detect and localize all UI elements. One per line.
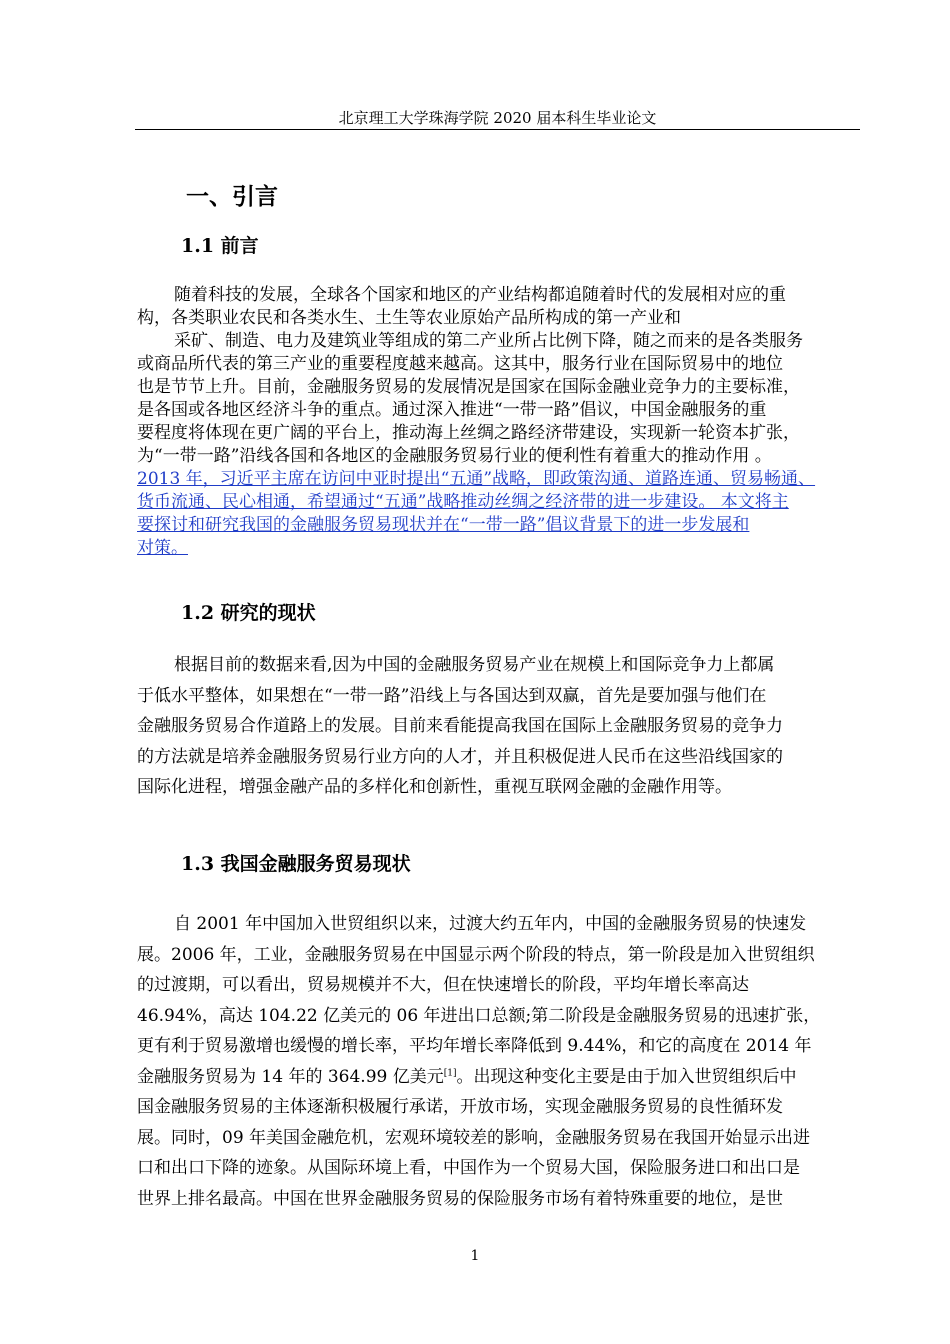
paragraph-line: 采矿、制造、电力及建筑业等组成的第二产业所占比例下降，随之而来的是各类服务 xyxy=(174,331,803,351)
paragraph-line: 国际化进程，增强金融产品的多样化和创新性，重视互联网金融的金融作用等。 xyxy=(137,777,732,797)
paragraph-text-fragment: 金融服务贸易为 14 年的 364.99 亿美元 xyxy=(137,1066,444,1087)
section-heading-1-1: 1.1 前言 xyxy=(181,235,259,257)
paragraph-line: 的过渡期，可以看出，贸易规模并不大，但在快速增长的阶段，平均年增长率高达 xyxy=(137,975,749,995)
paragraph-line: 构，各类职业农民和各类水生、土生等农业原始产品所构成的第一产业和 xyxy=(137,308,681,328)
hyperlinked-text-line[interactable]: 2013 年，习近平主席在访问中亚时提出“五通”战略，即政策沟通、道路连通、贸易畅通、 xyxy=(137,469,816,489)
paragraph-line: 展。2006 年，工业，金融服务贸易在中国显示两个阶段的特点，第一阶段是加入世贸组织 xyxy=(137,944,815,965)
page-header-title: 北京理工大学珠海学院 2020 届本科生毕业论文 xyxy=(338,109,657,127)
paragraph-line: 为“一带一路”沿线各国和各地区的金融服务贸易行业的便利性有着重大的推动作用 。 xyxy=(137,446,772,466)
paragraph-line: 自 2001 年中国加入世贸组织以来，过渡大约五年内，中国的金融服务贸易的快速发 xyxy=(174,914,807,934)
header-divider xyxy=(135,129,860,130)
paragraph-line-with-citation xyxy=(137,1062,861,1093)
section-heading-1-3: 1.3 我国金融服务贸易现状 xyxy=(181,853,411,875)
paragraph-text-fragment: 。出现这种变化主要是由于加入世贸组织后中 xyxy=(456,1066,797,1087)
paragraph-line: 于低水平整体，如果想在“一带一路”沿线上与各国达到双赢，首先是要加强与他们在 xyxy=(137,685,767,706)
section-1-1-paragraph xyxy=(137,284,861,560)
citation-reference[interactable]: [1] xyxy=(443,1067,457,1078)
paragraph-line: 随着科技的发展，全球各个国家和地区的产业结构都追随着时代的发展相对应的重 xyxy=(174,285,786,305)
paragraph-line: 46.94%，高达 104.22 亿美元的 06 年进出口总额;第二阶段是金融服务贸易的迅速扩张， xyxy=(137,1005,821,1026)
paragraph-line: 国金融服务贸易的主体逐渐积极履行承诺，开放市场，实现金融服务贸易的良性循环发 xyxy=(137,1097,783,1117)
hyperlinked-text-fragment[interactable]: 对策。 xyxy=(137,538,188,558)
section-1-2-paragraph xyxy=(137,650,861,803)
paragraph-line: 根据目前的数据来看,因为中国的金融服务贸易产业在规模上和国际竞争力上都属 xyxy=(174,655,775,675)
paragraph-line: 金融服务贸易合作道路上的发展。目前来看能提高我国在国际上金融服务贸易的竞争力 xyxy=(137,716,783,736)
hyperlinked-text-line[interactable]: 货币流通、民心相通，希望通过“五通”战略推动丝绸之经济带的进一步建设。 本文将主 xyxy=(137,492,789,512)
paragraph-line: 更有利于贸易激增也缓慢的增长率，平均年增长率降低到 9.44%，和它的高度在 2014 年 xyxy=(137,1036,812,1056)
hyperlinked-text-line[interactable]: 要探讨和研究我国的金融服务贸易现状并在“一带一路”倡议背景下的进一步发展和 xyxy=(137,515,750,535)
section-1-3-paragraph xyxy=(137,909,861,1214)
paragraph-line: 展。同时，09 年美国金融危机，宏观环境较差的影响，金融服务贸易在我国开始显示出进 xyxy=(137,1127,811,1148)
paragraph-line: 世界上排名最高。中国在世界金融服务贸易的保险服务市场有着特殊重要的地位，是世 xyxy=(137,1188,783,1209)
paragraph-line: 或商品所代表的第三产业的重要程度越来越高。这其中，服务行业在国际贸易中的地位 xyxy=(137,354,783,374)
section-heading-1-2: 1.2 研究的现状 xyxy=(181,602,316,624)
paragraph-line: 是各国或各地区经济斗争的重点。通过深入推进“一带一路”倡议，中国金融服务的重 xyxy=(137,400,767,420)
hyperlinked-text-line-wrap xyxy=(137,537,861,560)
paragraph-line: 的方法就是培养金融服务贸易行业方向的人才，并且积极促进人民币在这些沿线国家的 xyxy=(137,746,783,767)
page-number: 1 xyxy=(470,1248,480,1264)
chapter-title: 一、引言 xyxy=(186,183,278,210)
paragraph-line: 也是节节上升。目前，金融服务贸易的发展情况是国家在国际金融业竞争力的主要标准， xyxy=(137,377,800,397)
paragraph-line: 要程度将体现在更广阔的平台上，推动海上丝绸之路经济带建设，实现新一轮资本扩张， xyxy=(137,423,800,443)
paragraph-line: 口和出口下降的迹象。从国际环境上看，中国作为一个贸易大国，保险服务进口和出口是 xyxy=(137,1158,800,1178)
